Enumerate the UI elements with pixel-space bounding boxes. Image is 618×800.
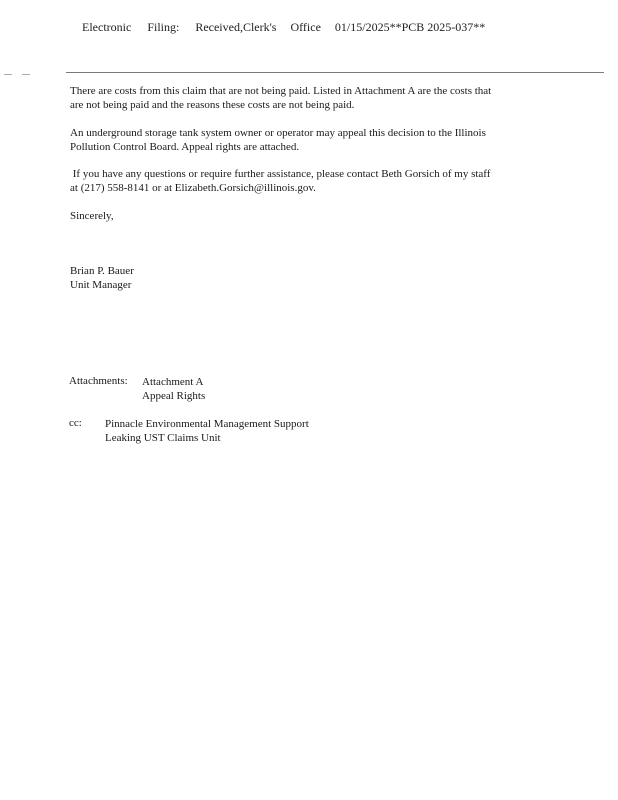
paragraph-line: are not being paid and the reasons these costs are not being paid. xyxy=(70,98,355,111)
attachments-list xyxy=(142,375,205,403)
paragraph-line: There are costs from this claim that are not being paid. Listed in Attachment A are the costs that xyxy=(70,85,492,97)
signer-title: Unit Manager xyxy=(70,278,132,291)
header-word-office: Office xyxy=(290,20,321,34)
paragraph-line: at (217) 558-8141 or at Elizabeth.Gorsich@illinois.gov. xyxy=(70,181,316,194)
filing-stamp-header xyxy=(82,20,501,35)
paragraph-line: Pollution Control Board. Appeal rights are attached. xyxy=(70,140,300,153)
header-date-docket: 01/15/2025**PCB 2025-037** xyxy=(334,20,486,34)
paragraph-costs xyxy=(70,85,542,112)
cc-label: cc: xyxy=(69,417,82,429)
scan-artifact xyxy=(4,74,12,75)
scan-artifact xyxy=(22,74,30,75)
header-divider xyxy=(66,72,604,73)
paragraph-contact xyxy=(70,168,542,195)
paragraph-appeal xyxy=(70,127,542,154)
cc-item: Pinnacle Environmental Management Support xyxy=(105,418,309,430)
attachment-item: Appeal Rights xyxy=(142,390,206,402)
header-word-received: Received,Clerk's xyxy=(195,20,277,34)
header-word-electronic: Electronic xyxy=(82,20,132,34)
cc-item: Leaking UST Claims Unit xyxy=(105,432,221,444)
closing-salutation: Sincerely, xyxy=(70,210,114,222)
paragraph-line: If you have any questions or require further assistance, please contact Beth Gorsich of my staff xyxy=(70,168,491,180)
signer-name: Brian P. Bauer xyxy=(70,265,134,277)
paragraph-line: An underground storage tank system owner or operator may appeal this decision to the Illinois xyxy=(70,127,486,139)
signature-block xyxy=(70,265,542,292)
cc-list xyxy=(105,417,309,445)
header-word-filing: Filing: xyxy=(147,20,180,34)
attachments-label: Attachments: xyxy=(69,375,128,387)
attachment-item: Attachment A xyxy=(142,376,204,388)
